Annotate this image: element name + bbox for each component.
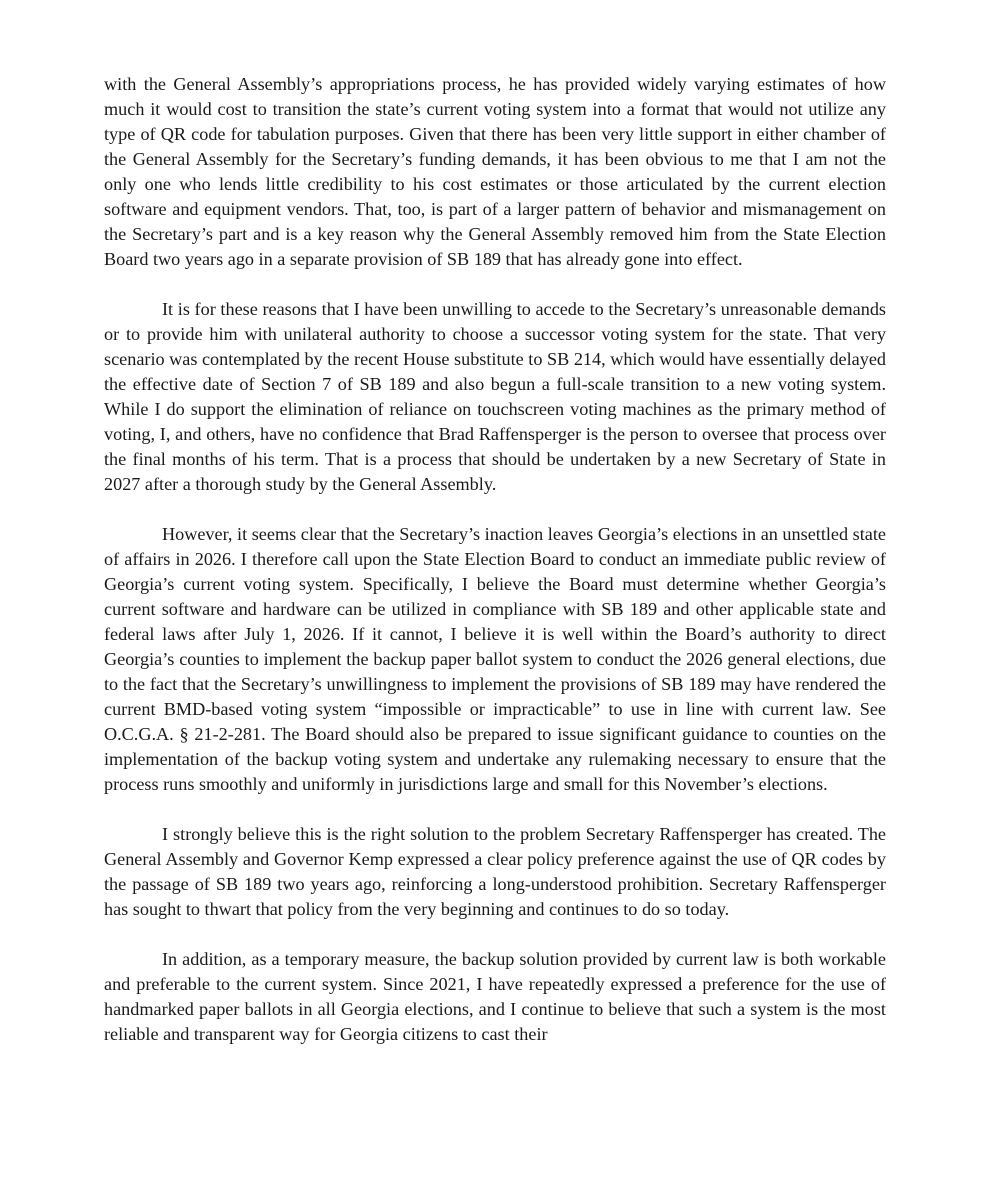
paragraph-3: However, it seems clear that the Secretary’s inaction leaves Georgia’s elections in an unsettled state of affairs in 2026. I therefore call upon the State Election Board to conduct an immediate public review of Georgia’s current voting system. Specifically, I believe the Board must determine whether Georgia’s current software and hardware can be utilized in compliance with SB 189 and other applicable state and federal laws after July 1, 2026. If it cannot, I believe it is well within the Board’s authority to direct Georgia’s counties to implement the backup paper ballot system to conduct the 2026 general elections, due to the fact that the Secretary’s unwillingness to implement the provisions of SB 189 may have rendered the current BMD-based voting system “impossible or impracticable” to use in line with current law. See O.C.G.A. § 21-2-281. The Board should also be prepared to issue significant guidance to counties on the implementation of the backup voting system and undertake any rulemaking necessary to ensure that the process runs smoothly and uniformly in jurisdictions large and small for this November’s elections. [104, 524, 886, 794]
letter-body [104, 72, 886, 1047]
paragraph-2: It is for these reasons that I have been unwilling to accede to the Secretary’s unreasonable demands or to provide him with unilateral authority to choose a successor voting system for the state. That very scenario was contemplated by the recent House substitute to SB 214, which would have essentially delayed the effective date of Section 7 of SB 189 and also begun a full-scale transition to a new voting system. While I do support the elimination of reliance on touchscreen voting machines as the primary method of voting, I, and others, have no confidence that Brad Raffensperger is the person to oversee that process over the final months of his term. That is a process that should be undertaken by a new Secretary of State in 2027 after a thorough study by the General Assembly. [104, 299, 886, 494]
paragraph-4: I strongly believe this is the right solution to the problem Secretary Raffensperger has created. The General Assembly and Governor Kemp expressed a clear policy preference against the use of QR codes by the passage of SB 189 two years ago, reinforcing a long-understood prohibition. Secretary Raffensperger has sought to thwart that policy from the very beginning and continues to do so today. [104, 824, 886, 919]
paragraph-1: with the General Assembly’s appropriations process, he has provided widely varying estimates of how much it would cost to transition the state’s current voting system into a format that would not utilize any type of QR code for tabulation purposes. Given that there has been very little support in either chamber of the General Assembly for the Secretary’s funding demands, it has been obvious to me that I am not the only one who lends little credibility to his cost estimates or those articulated by the current election software and equipment vendors. That, too, is part of a larger pattern of behavior and mismanagement on the Secretary’s part and is a key reason why the General Assembly removed him from the State Election Board two years ago in a separate provision of SB 189 that has already gone into effect. [104, 74, 886, 269]
paragraph-5: In addition, as a temporary measure, the backup solution provided by current law is both workable and preferable to the current system. Since 2021, I have repeatedly expressed a preference for the use of handmarked paper ballots in all Georgia elections, and I continue to believe that such a system is the most reliable and transparent way for Georgia citizens to cast their [104, 949, 886, 1044]
